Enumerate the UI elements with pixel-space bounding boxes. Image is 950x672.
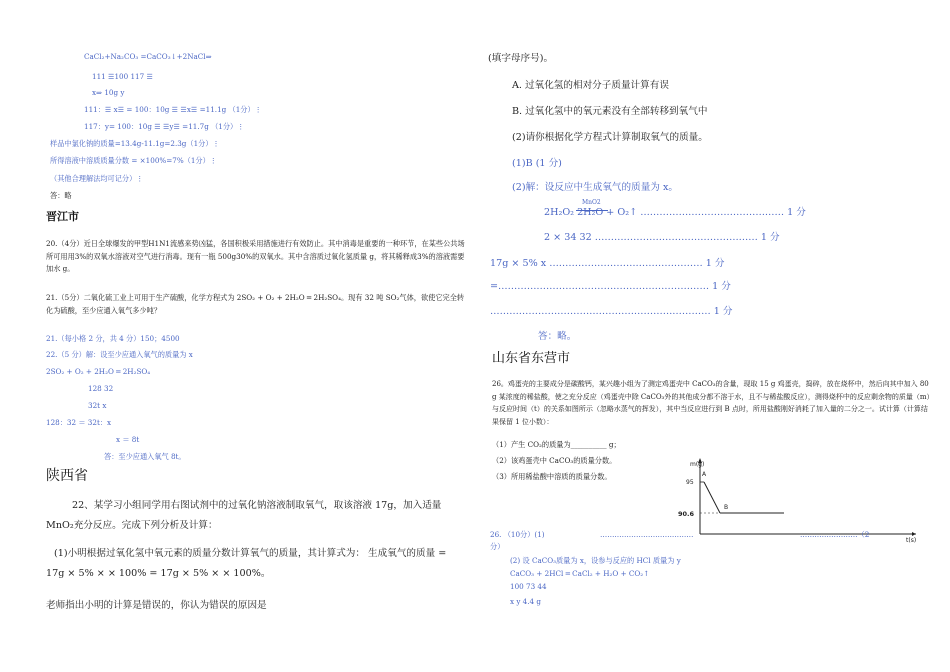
curve-drop xyxy=(704,482,720,513)
calc-line-3: x⇒ 10g y xyxy=(92,88,125,97)
calc-line-5: 117：y= 100：10g ☰ ☰y☰ =11.7g （1分）⋮ xyxy=(84,122,245,131)
catalyst-label: MnO2 xyxy=(582,199,601,206)
question-21: 21.（5分）二氧化硫工业上可用于生产硫酸，化学方程式为 2SO₂ + O₂ + 2H₂O ═ 2H₂SO₄。现有 32 吨 SO₂气体，欲使它完全转化为硫酸，至少应通入氧气多少吨？ xyxy=(46,293,465,315)
question-22-part2: (2)请你根据化学方程式计算制取氧气的质量。 xyxy=(512,132,708,143)
equation-line-3: 17g × 5% x ………………………………………… 1 分 xyxy=(490,258,725,269)
option-a: A. 过氧化氢的相对分子质量计算有误 xyxy=(512,80,669,91)
answer-26-line-2: CaCO₃ + 2HCl ═ CaCl₂ + H₂O + CO₂↑ xyxy=(510,569,650,578)
calc-line-6: 样品中氯化钠的质量=13.4g-11.1g=2.3g（1分）⋮ xyxy=(50,139,220,148)
calc-line-2: 111 ☰100 117 ☰ xyxy=(92,72,153,81)
question-26-sub2: （2）该鸡蛋壳中 CaCO₃的质量分数。 xyxy=(492,456,617,465)
equation-line-5: …………………………………………………………… 1 分 xyxy=(490,306,733,317)
answer-line-6: 128：32 ＝ 32t：x xyxy=(46,418,112,427)
x-axis-label: t(s) xyxy=(906,537,917,544)
answer-part1: (1)B (1 分) xyxy=(512,158,562,169)
answer-26-dots1: ………………………………… xyxy=(600,530,694,539)
question-26-sub3: （3）所用稀盐酸中溶质的质量分数。 xyxy=(492,472,612,481)
answer-omit: 答：略 xyxy=(50,191,72,200)
y-tick-95: 95 xyxy=(686,479,694,486)
city-jinjiang: 晋江市 xyxy=(46,210,79,223)
answer-part2: (2)解：设反应中生成氧气的质量为 x。 xyxy=(512,182,678,193)
answer-line-2: 22.（5 分）解：设至少应通入氧气的质量为 x xyxy=(46,350,193,359)
answer-26-line-3: 100 73 44 xyxy=(510,582,547,591)
question-20: 20.（4分）近日全球爆发的甲型H1N1流感来势凶猛，各国积极采用措施进行有效防止。其中消毒是重要的一种环节，在某些公共场所可用用3%的双氧水溶液对空气进行消毒。现有一瓶 500g30%的双氧水。其中含溶质过氧化氢质量 g，将其稀释成3%的溶液需要加水 g。 xyxy=(46,239,465,273)
calc-line-7: 所得溶液中溶质质量分数 = ×100%=7%（1分）⋮ xyxy=(50,156,217,165)
x-axis-arrow xyxy=(912,532,916,536)
calc-line-4: 111：☰ x☰ = 100：10g ☰ ☰x☰ =11.1g （1分）⋮ xyxy=(84,105,262,114)
question-22-part1: (1)小明根据过氧化氢中氧元素的质量分数计算氧气的质量，其计算式为： 生成氧气的质量 = 17g × 5% × × 100% = 17g × 5% × × 100%。 xyxy=(46,548,447,579)
answer-26-fen: 分） xyxy=(490,542,505,551)
option-b: B. 过氧化氢中的氧元素没有全部转移到氧气中 xyxy=(512,106,708,117)
equation-answer: 答：略。 xyxy=(538,331,577,342)
calc-line-1: CaCl₂+Na₂CO₃ =CaCO₃↓+2NaCl⇒ xyxy=(84,52,212,61)
answer-line-5: 32t x xyxy=(88,401,107,410)
y-tick-90-6: 90.6 xyxy=(678,510,695,518)
fill-hint: (填字母序号)。 xyxy=(488,53,554,64)
equation-line-4: =………………………………………………………… 1 分 xyxy=(490,281,731,292)
province-shandong-dongying: 山东省东营市 xyxy=(492,351,571,366)
answer-26-head: 26. （10分）(1) xyxy=(490,530,545,539)
answer-line-1: 21.（每小格 2 分，共 4 分）150；4500 xyxy=(46,334,180,343)
province-shaanxi: 陕西省 xyxy=(46,468,88,484)
point-a-label: A xyxy=(702,471,707,478)
point-b-label: B xyxy=(724,504,729,511)
question-26: 26。鸡蛋壳的主要成分是碳酸钙，某兴趣小组为了测定鸡蛋壳中 CaCO₃的含量，现取 15 g 鸡蛋壳，捣碎，放在烧杯中，然后向其中加入 80 g 某浓度的稀盐酸，使之充分反应（鸡蛋壳中除 CaCO₃外的其他成分都不溶于水，且不与稀盐酸反应），测得烧杯中的反应剩余物的质量（m）与反应时间（t）的关系如图所示（忽略水蒸气的挥发），其中当反应进行到 B 点时，所用盐酸刚好消耗了加入量的二分之一。试计算（计算结果保留 1 位小数）： xyxy=(492,380,930,426)
equation-line-2: 2 × 34 32 …………………………………………… 1 分 xyxy=(544,232,780,243)
answer-26-line-1: (2) 设 CaCO₃质量为 x，设参与反应的 HCl 质量为 y xyxy=(510,556,681,565)
answer-line-3: 2SO₂ + O₂ + 2H₂O ═ 2H₂SO₄ xyxy=(46,367,151,376)
answer-line-8: 答：至少应通入氧气 8t。 xyxy=(104,452,186,461)
answer-line-7: x ＝ 8t xyxy=(116,435,140,444)
answer-26-line-4: x y 4.4 g xyxy=(510,597,541,606)
mass-time-graph xyxy=(678,454,922,544)
equation-line-1: 2H₂O₂ 2H₂O + O₂↑ ……………………………………… 1 分 xyxy=(544,207,806,218)
y-axis-label: m(g) xyxy=(690,461,705,468)
answer-line-4: 128 32 xyxy=(88,384,114,393)
calc-line-8: （其他合理解法均可记分）⋮ xyxy=(50,174,144,183)
question-22-part1-note: 老师指出小明的计算是错误的，你认为错误的原因是 xyxy=(46,600,267,611)
question-22: 22、某学习小组同学用右图试剂中的过氧化钠溶液制取氧气，取该溶液 17g，加入适量 MnO₂充分反应。完成下列分析及计算： xyxy=(46,500,442,531)
answer-26-dots2: ……………………（2 xyxy=(800,530,870,539)
question-26-sub1: （1）产生 CO₂的质量为__________ g； xyxy=(492,440,621,449)
